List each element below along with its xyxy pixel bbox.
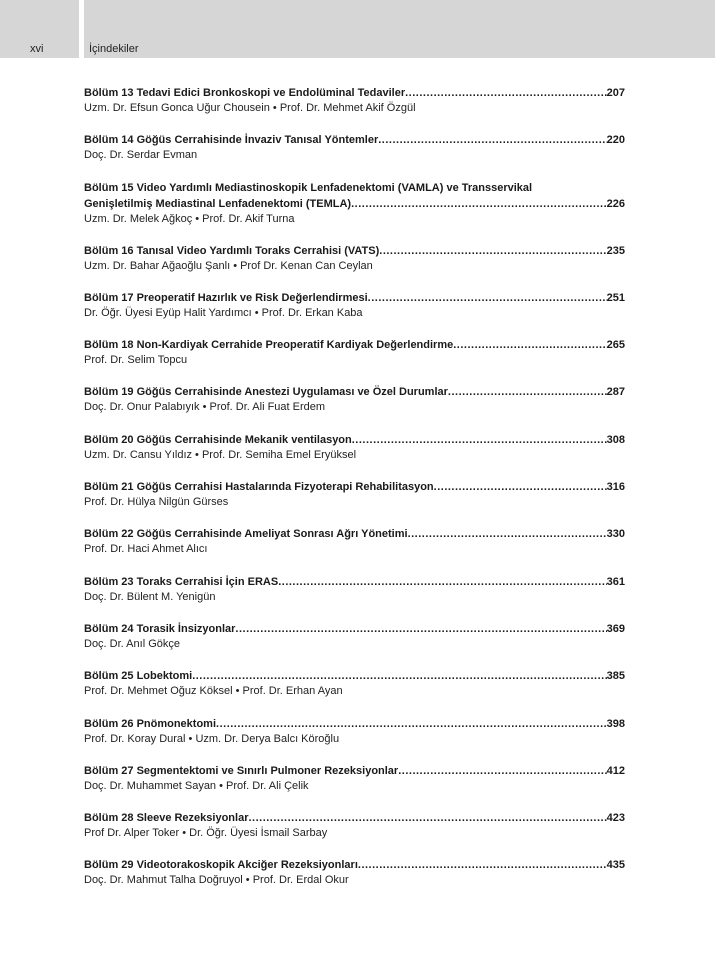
toc-entry[interactable] [84,180,625,243]
leader-dots [368,290,607,306]
leader-dots [453,337,606,353]
chapter-authors: Doç. Dr. Anıl Gökçe [84,637,180,650]
chapter-title[interactable]: Bölüm 23 Toraks Cerrahisi İçin ERAS [84,575,279,588]
chapter-authors: Uzm. Dr. Efsun Gonca Uğur Chousein • Prof. Dr. Mehmet Akif Özgül [84,102,416,114]
chapter-title[interactable]: Bölüm 24 Torasik İnsizyonlar [84,622,236,635]
chapter-title-line[interactable] [84,526,625,542]
chapter-authors: Doç. Dr. Muhammet Sayan • Prof. Dr. Ali Çelik [84,779,309,792]
table-of-contents [84,85,625,905]
leader-dots [216,716,607,732]
chapter-page[interactable]: 316 [606,481,625,494]
chapter-title-line-1[interactable]: Bölüm 15 Video Yardımlı Mediastinoskopik Lenfadenektomi (VAMLA) ve Transservikal [84,181,533,194]
toc-entry[interactable] [84,337,625,384]
page-number: xvi [30,43,44,55]
chapter-title-line[interactable] [84,432,625,448]
chapter-title[interactable]: Bölüm 25 Lobektomi [84,670,193,683]
chapter-page[interactable]: 251 [606,291,625,304]
chapter-page[interactable]: 207 [606,87,625,99]
chapter-page[interactable]: 412 [606,764,625,777]
chapter-title-line[interactable] [84,810,625,826]
leader-dots [352,432,607,448]
chapter-authors: Prof. Dr. Selim Topcu [84,354,188,367]
chapter-authors: Prof. Dr. Koray Dural • Uzm. Dr. Derya Balcı Köroğlu [84,732,340,745]
chapter-authors: Prof. Dr. Hülya Nilgün Gürses [84,496,229,509]
chapter-authors: Doç. Dr. Serdar Evman [84,149,198,162]
chapter-authors: Prof. Dr. Mehmet Oğuz Köksel • Prof. Dr. Erhan Ayan [84,685,343,698]
chapter-title-line[interactable] [84,196,625,212]
leader-dots [408,526,607,542]
toc-entry[interactable] [84,621,625,668]
chapter-title[interactable]: Bölüm 21 Göğüs Cerrahisi Hastalarında Fizyoterapi Rehabilitasyon [84,481,434,494]
leader-dots [434,479,607,495]
chapter-authors: Dr. Öğr. Üyesi Eyüp Halit Yardımcı • Prof. Dr. Erkan Kaba [84,306,363,319]
chapter-authors: Doç. Dr. Bülent M. Yenigün [84,590,216,603]
chapter-page[interactable]: 398 [606,717,625,730]
toc-entry[interactable] [84,574,625,621]
toc-entry[interactable] [84,132,625,179]
chapter-title-line[interactable] [84,763,625,779]
chapter-title-line[interactable] [84,290,625,306]
leader-dots [378,132,606,148]
chapter-title-line[interactable] [84,384,625,400]
chapter-page[interactable]: 287 [606,386,625,399]
chapter-title[interactable]: Bölüm 28 Sleeve Rezeksiyonlar [84,812,249,825]
toc-entry[interactable] [84,763,625,810]
chapter-authors: Uzm. Dr. Cansu Yıldız • Prof. Dr. Semiha Emel Eryüksel [84,448,357,461]
chapter-title[interactable]: Bölüm 22 Göğüs Cerrahisinde Ameliyat Sonrası Ağrı Yönetimi [84,528,408,541]
chapter-page[interactable]: 385 [606,670,625,683]
chapter-title-line[interactable] [84,621,625,637]
header-right-bar [84,0,715,58]
chapter-title-line[interactable] [84,574,625,590]
toc-entry[interactable] [84,716,625,763]
chapter-page[interactable]: 308 [606,433,625,446]
leader-dots [358,857,607,873]
chapter-page[interactable]: 226 [606,197,625,210]
toc-entry[interactable] [84,526,625,573]
chapter-title[interactable]: Bölüm 14 Göğüs Cerrahisinde İnvaziv Tanısal Yöntemler [84,134,379,147]
leader-dots [235,621,606,637]
chapter-authors: Prof Dr. Alper Toker • Dr. Öğr. Üyesi İsmail Sarbay [84,827,328,840]
chapter-title-line[interactable] [84,716,625,732]
chapter-page[interactable]: 435 [606,859,625,872]
chapter-page[interactable]: 220 [606,134,625,147]
chapter-title[interactable]: Bölüm 18 Non-Kardiyak Cerrahide Preoperatif Kardiyak Değerlendirme [84,339,454,352]
chapter-page[interactable]: 369 [606,622,625,635]
chapter-title-line[interactable] [84,243,625,259]
toc-entry[interactable] [84,384,625,431]
chapter-authors: Prof. Dr. Haci Ahmet Alıcı [84,543,208,556]
chapter-title-line[interactable] [84,668,625,684]
leader-dots [278,574,606,590]
chapter-title[interactable]: Genişletilmiş Mediastinal Lenfadenektomi (TEMLA) [84,197,352,210]
chapter-authors: Doç. Dr. Mahmut Talha Doğruyol • Prof. Dr. Erdal Okur [84,874,349,887]
chapter-title-line[interactable] [84,337,625,353]
leader-dots [405,85,607,101]
chapter-page[interactable]: 361 [606,575,625,588]
toc-entry[interactable] [84,810,625,857]
toc-entry[interactable] [84,290,625,337]
chapter-title[interactable]: Bölüm 19 Göğüs Cerrahisinde Anestezi Uygulaması ve Özel Durumlar [84,386,448,399]
running-header-title: İçindekiler [89,43,139,55]
leader-dots [448,384,607,400]
chapter-title[interactable]: Bölüm 27 Segmentektomi ve Sınırlı Pulmoner Rezeksiyonlar [84,764,399,777]
chapter-title[interactable]: Bölüm 17 Preoperatif Hazırlık ve Risk Değerlendirmesi [84,291,368,304]
chapter-title[interactable]: Bölüm 13 Tedavi Edici Bronkoskopi ve Endolüminal Tedaviler [84,87,406,99]
chapter-authors: Uzm. Dr. Bahar Ağaoğlu Şanlı • Prof Dr. Kenan Can Ceylan [84,259,373,272]
toc-entry[interactable] [84,857,625,904]
chapter-title[interactable]: Bölüm 20 Göğüs Cerrahisinde Mekanik ventilasyon [84,433,352,446]
toc-entry[interactable] [84,432,625,479]
chapter-page[interactable]: 423 [606,812,625,825]
toc-entry[interactable] [84,668,625,715]
chapter-title[interactable]: Bölüm 29 Videotorakoskopik Akciğer Rezeksiyonları [84,859,358,872]
chapter-title-line[interactable] [84,857,625,873]
chapter-title-line[interactable] [84,132,625,148]
toc-entry[interactable] [84,243,625,290]
chapter-title[interactable]: Bölüm 26 Pnömonektomi [84,717,217,730]
leader-dots [379,243,606,259]
toc-entry[interactable] [84,85,625,132]
chapter-page[interactable]: 265 [606,339,625,352]
leader-dots [248,810,606,826]
chapter-title-line[interactable] [84,85,625,101]
chapter-authors: Uzm. Dr. Melek Ağkoç • Prof. Dr. Akif Turna [84,212,295,225]
chapter-authors: Doç. Dr. Onur Palabıyık • Prof. Dr. Ali Fuat Erdem [84,401,326,414]
leader-dots [351,196,607,212]
chapter-title-line[interactable] [84,479,625,495]
chapter-page[interactable]: 235 [606,244,625,257]
chapter-title[interactable]: Bölüm 16 Tanısal Video Yardımlı Toraks Cerrahisi (VATS) [84,244,380,257]
toc-entry[interactable] [84,479,625,526]
leader-dots [192,668,606,684]
chapter-page[interactable]: 330 [606,528,625,541]
leader-dots [398,763,606,779]
